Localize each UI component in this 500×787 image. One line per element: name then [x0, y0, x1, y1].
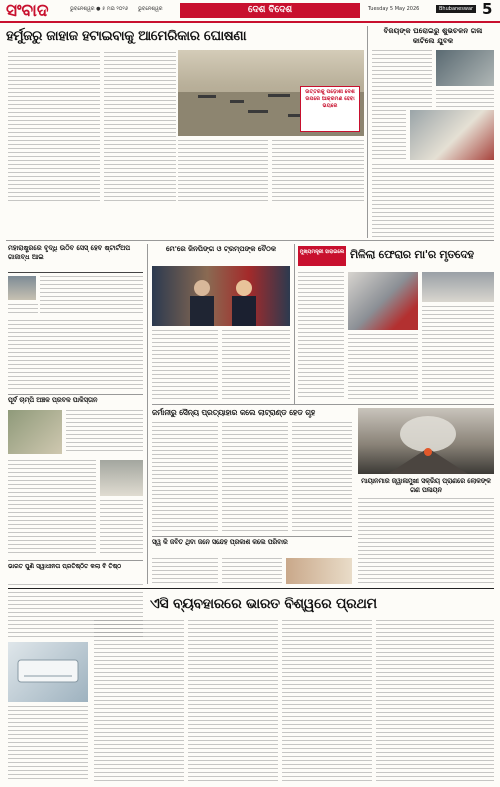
story4-col-1 [298, 272, 344, 400]
story10-headline: ଏସି ବ୍ୟବହାରରେ ଭାରତ ବିଶ୍ୱରେ ପ୍ରଥମ [150, 596, 377, 612]
story6-col-1 [66, 410, 143, 454]
story10-col-2 [94, 620, 184, 782]
masthead-rule [0, 21, 500, 23]
lead-col-3 [178, 140, 268, 204]
story2-col-3 [8, 320, 143, 390]
story5-headline: ଜର୍ମାନୀରୁ ସୈନ୍ୟ ପ୍ରତ୍ୟାହାର କଲେ ଲାଟ୍ରାଣ୍ଡ ହେଡ ଗୃହ [152, 408, 316, 417]
story4-tag [298, 246, 346, 266]
story9-col-2 [222, 558, 282, 584]
newspaper-logo: ସଂବାଦ [6, 1, 49, 21]
date-line: Tuesday 5 May 2026 [368, 6, 420, 12]
story10-col-5 [376, 620, 494, 782]
story2-headline: ମହାରାଷ୍ଟ୍ରରେ ବୃଦ୍ଧି ଉଠିବ ସେସ୍‌ ହେବ ଷ୍ଟାର୍ଟଅପ ଗାଜାବ୍ଧ ଆଇ [8, 244, 131, 261]
victim-photo [436, 50, 494, 86]
story2-header [8, 244, 143, 273]
page-number: 5 [482, 0, 493, 18]
volcano-photo-art [358, 408, 494, 474]
photo-caption: ଉତ୍ତରକୁ ପଡ଼ୋଶୀ ଦେଶ ଉପରେ ଆକ୍ରମଣ ହେବା ଭୟରେ [305, 89, 355, 109]
story4-inset-photo [422, 272, 494, 302]
story4-headline: ମିଳିଲା ଫେରାର ମା'ର ମୃତଦେହ [350, 248, 474, 261]
story2-col-1 [40, 276, 143, 316]
story9-photo [286, 558, 352, 584]
masthead [0, 0, 500, 22]
story7-headline: ମାୟାନମାର ଜ୍ୱାଳାମୁଖୀ ସକ୍ରିୟ ପ୍ରାଣରେ ଲୋକଙ୍କ ଗଣ ପଳାୟନ [361, 477, 491, 494]
lead-headline: ହର୍ମୁଜରୁ ଜାହାଜ ହଟାଇବାକୁ ଆମେରିକାର ଘୋଷଣା [6, 28, 247, 44]
story9-headline: ସ୍ୱ କି ଜବିତ ଥିବା ଜନେ ସନ୍ଦେହ ପ୍ରକାଶ କଲେ ପରିବାର [152, 539, 288, 546]
side-top-col-2 [436, 90, 494, 108]
leaders-photo-art [152, 266, 290, 326]
lead-col-4 [272, 140, 364, 204]
story6-inset-photo [100, 460, 143, 496]
story5-col-3 [292, 422, 352, 532]
story2-photo [8, 276, 36, 300]
side-top-headline: ବିଜୟଙ୍କ ଘରୋଇରୁ ଶୁଭଚଳନ ଗଳା କାଟିଲେ ଯୁବକ [383, 26, 483, 45]
leaders-photo [152, 266, 290, 326]
story8-headline: ଭାରତ ପୁଣି ସ୍ୱାଧୀନତା ପ୍ରତିଷ୍ଠିତ କଲା ବି ତିଷ୍ଠ [8, 563, 122, 570]
lead-col-2 [104, 52, 176, 204]
story7-col-1 [358, 498, 494, 584]
story6-col-2 [8, 460, 96, 556]
story3-col-2 [222, 330, 290, 400]
story10-col-1 [8, 706, 88, 782]
story6-photo [8, 410, 62, 454]
city-label: Bhubaneswar [436, 5, 476, 13]
story9-col-1 [152, 558, 218, 584]
story6-headline: ପୂର୍ବ ଚାମ୍ପି ଅଞ୍ଚଳ ପ୍ରବଳ ପାକିସ୍ତାନ [8, 396, 98, 404]
story6-col-3 [100, 500, 143, 556]
ac-photo [8, 642, 88, 702]
story10-col-3 [188, 620, 278, 782]
ship-photo [178, 50, 364, 136]
section-title: ଦେଶ ବିଦେଶ [247, 5, 293, 15]
story4-photo [348, 272, 418, 330]
volcano-photo [358, 408, 494, 474]
issue-line: ଭୁବନେଶ୍ୱର ● ୫ ମଇ ୨୦୨୬ [70, 6, 129, 12]
story10-col-4 [282, 620, 372, 782]
story2-col-2 [8, 304, 38, 316]
lead-col-1 [8, 52, 100, 204]
story4-tag-text: ମୁଖ୍ୟମନ୍ତ୍ରୀ ହାରାଇଲେ [299, 249, 345, 255]
section-banner [180, 3, 360, 18]
story3-col-1 [152, 330, 218, 400]
ac-unit-art [8, 642, 88, 702]
side-top-col-1 [372, 50, 432, 108]
story4-col-3 [348, 334, 418, 400]
side-top-col-4 [372, 164, 494, 238]
story4-col-2 [422, 306, 494, 400]
story5-col-2 [222, 422, 288, 532]
story3-headline: ମେ'ରେ ଜିନପିଙ୍ଗ ଓ ଟ୍ରମ୍ପଙ୍କ ବୈଠକ [165, 245, 277, 253]
story5-col-1 [152, 422, 218, 532]
photo-caption-box [300, 86, 360, 132]
crime-scene-photo [410, 110, 494, 160]
side-top-col-3 [372, 110, 406, 160]
edition-label: ଭୁବନେଶ୍ୱର [138, 6, 163, 12]
